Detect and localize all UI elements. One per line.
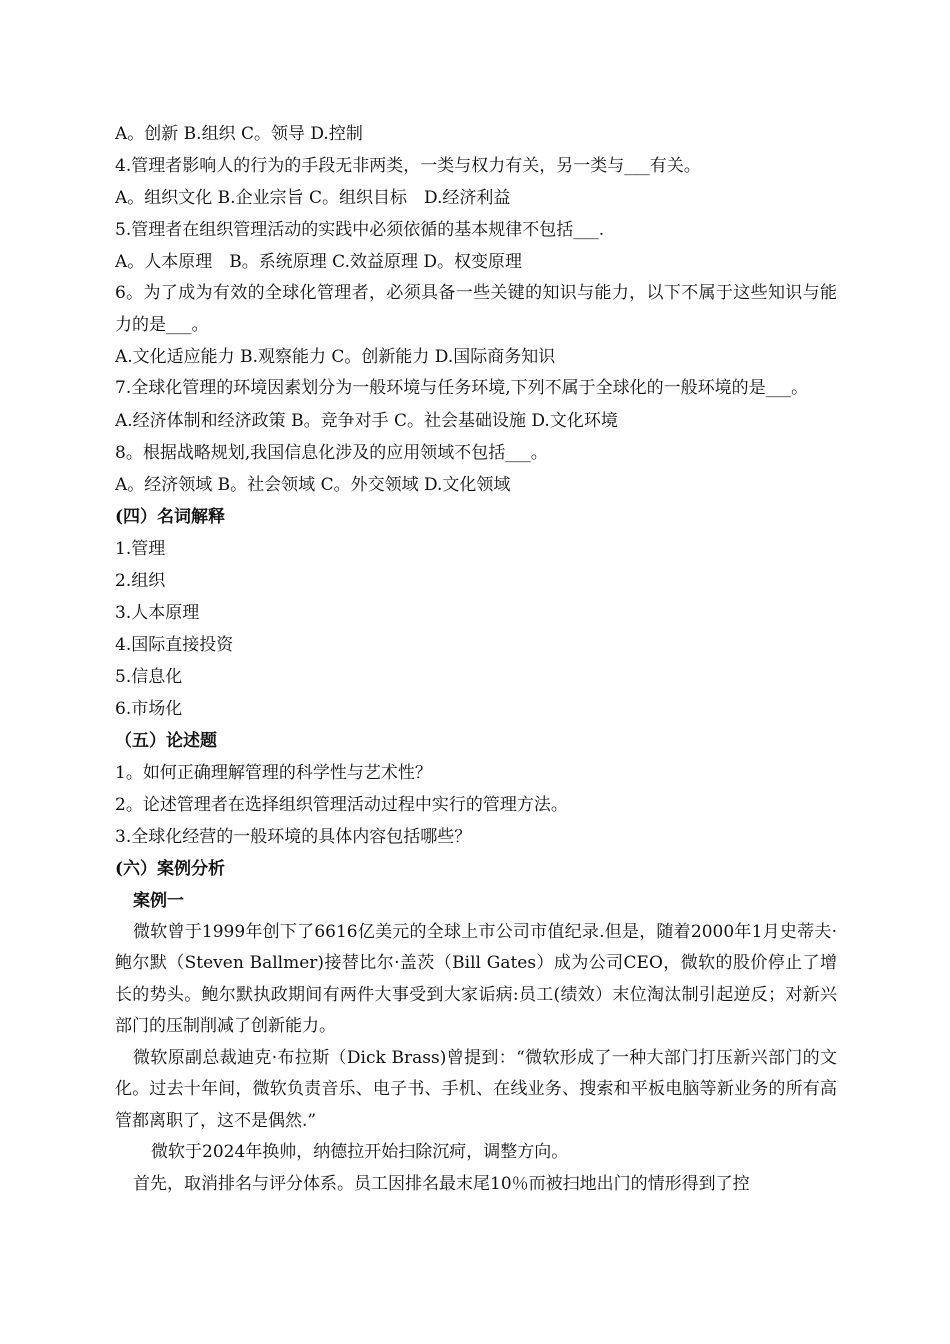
q3-options: A。创新 B.组织 C。领导 D.控制 bbox=[115, 124, 363, 144]
q4-options: A。组织文化 B.企业宗旨 C。组织目标 D.经济利益 bbox=[115, 188, 511, 208]
term-item: 5.信息化 bbox=[115, 666, 183, 687]
section-heading-terms: (四）名词解释 bbox=[115, 506, 226, 527]
term-item: 2.组织 bbox=[115, 570, 166, 591]
term-item: 3.人本原理 bbox=[115, 602, 200, 623]
term-item: 1.管理 bbox=[115, 538, 166, 559]
term-item: 6.市场化 bbox=[115, 698, 183, 719]
case-title: 案例一 bbox=[133, 890, 184, 911]
document-page bbox=[115, 118, 837, 1200]
case-paragraph: 首先，取消排名与评分体系。员工因排名最末尾10％而被扫地出门的情形得到了控 bbox=[133, 1173, 750, 1194]
q8-options: A。经济领域 B。社会领域 C。外交领域 D.文化领域 bbox=[115, 474, 511, 495]
case-paragraph: 微软曾于1999年创下了6616亿美元的全球上市公司市值纪录.但是，随着2000年1月史蒂夫·鲍尔默（Steven Ballmer)接替比尔·盖茨（Bill Gates）成为公司CEO，微软的股价停止了增长的势头。鲍尔默执政期间有两件大事受到大家诟病:员工(绩效）末位淘汰制引起逆反；对新兴部门的压制削减了创新能力。 bbox=[115, 921, 837, 1036]
q7-question: 7.全球化管理的环境因素划分为一般环境与任务环境,下列不属于全球化的一般环境的是___。 bbox=[115, 378, 809, 398]
q4-question: 4.管理者影响人的行为的手段无非两类，一类与权力有关，另一类与___有关。 bbox=[115, 156, 701, 176]
section-heading-essay: （五）论述题 bbox=[115, 730, 217, 751]
section-heading-case: (六）案例分析 bbox=[115, 858, 226, 879]
q7-options: A.经济体制和经济政策 B。竞争对手 C。社会基础设施 D.文化环境 bbox=[115, 410, 618, 431]
essay-item: 3.全球化经营的一般环境的具体内容包括哪些？ bbox=[115, 826, 472, 847]
q8-question: 8。根据战略规划,我国信息化涉及的应用领域不包括___。 bbox=[115, 442, 548, 463]
q6-options: A.文化适应能力 B.观察能力 C。创新能力 D.国际商务知识 bbox=[115, 347, 556, 367]
case-paragraph: 微软于2024年换帅，纳德拉开始扫除沉疴，调整方向。 bbox=[151, 1142, 569, 1162]
term-item: 4.国际直接投资 bbox=[115, 634, 234, 655]
q5-question: 5.管理者在组织管理活动的实践中必须依循的基本规律不包括___. bbox=[115, 220, 605, 240]
q5-options: A。人本原理 B。系统原理 C.效益原理 D。权变原理 bbox=[115, 252, 523, 272]
essay-item: 1。如何正确理解管理的科学性与艺术性？ bbox=[115, 762, 432, 783]
q6-question: 6。为了成为有效的全球化管理者，必须具备一些关键的知识与能力，以下不属于这些知识与能力的是___。 bbox=[115, 283, 837, 335]
case-paragraph: 微软原副总裁迪克·布拉斯（Dick Brass)曾提到：“微软形成了一种大部门打压新兴部门的文化。过去十年间，微软负责音乐、电子书、手机、在线业务、搜索和平板电脑等新业务的所有高管都离职了，这不是偶然.” bbox=[115, 1047, 837, 1131]
essay-item: 2。论述管理者在选择组织管理活动过程中实行的管理方法。 bbox=[115, 794, 568, 815]
